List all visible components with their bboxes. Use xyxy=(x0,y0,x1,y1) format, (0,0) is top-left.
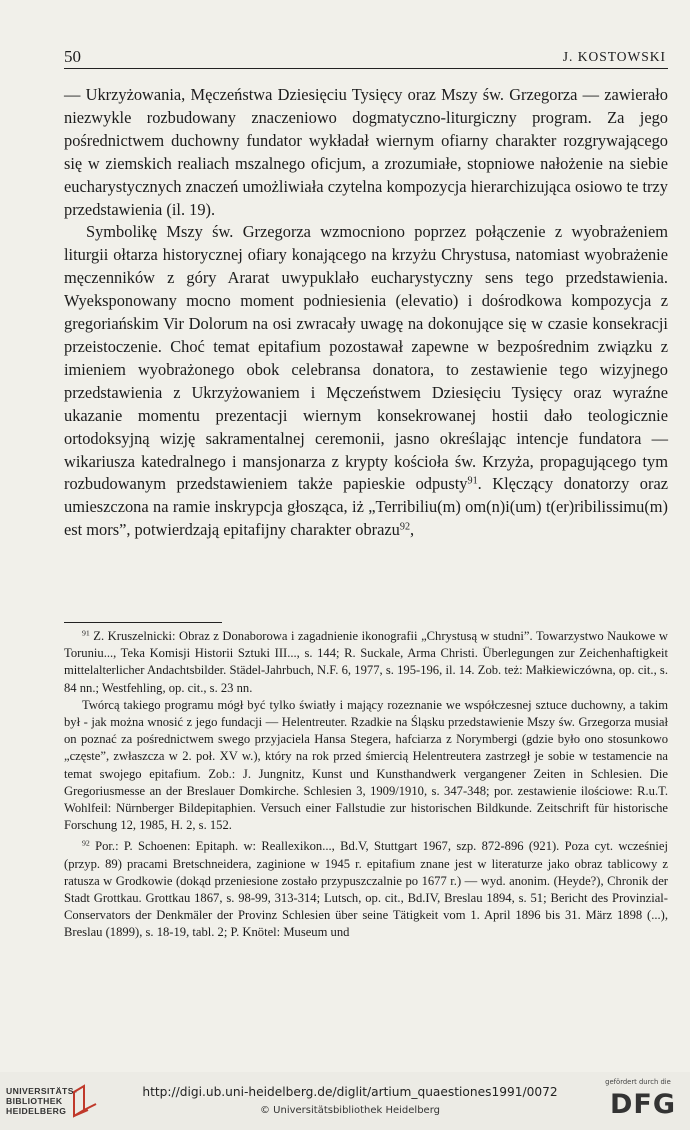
paragraph-2-part-b: . Klęczący donatorzy oraz umieszczona na ramie inskrypcja głosząca, iż „Terribiliu(m) om(n)i(um) t(er)ribilissimu(m) est mors”, potwierdzają epitafijny charakter obrazu xyxy=(64,474,669,540)
footnote-91-text: Z. Kruszelnicki: Obraz z Donaborowa i zagadnienie ikonografii „Chrystusą w studni”. Towarzystwo Naukowe w Toruniu..., Teka Komisji Historii Sztuki III..., s. 144; R. Suckale, Arma Christi. Überlegungen zur Zeichenhaftigkeit mittelalterlicher Andachtsbilder. Städel-Jahrbuch, N.F. 6, 1977, s. 195-196, il. 14. Zob. też: Małkiewiczówna, op. cit., s. 84 nn.; Westfehling, op. cit., s. 23 nn. xyxy=(64,629,668,695)
dfg-logo[interactable] xyxy=(598,1078,678,1126)
dfg-caption: gefördert durch die xyxy=(605,1078,671,1086)
page-number: 50 xyxy=(64,47,81,66)
paragraph-2 xyxy=(64,221,668,542)
footnote-91-continuation: Twórcą takiego programu mógł być tylko światły i mający rozeznanie we współczesnej sztuce duchowny, a takim był - jak można wnosić z jego fundacji — Helentreuter. Rzadkie na Śląsku przedstawienie Mszy św. Grzegorza musiał on poznać za pośrednictwem swego przyjaciela Hansa Stegera, hafciarza z Norymbergi (gdzie było ono stosunkowo „częste”, zwłaszcza w 2. poł. XV w.), który na rok przed śmiercią Helentreutera zastrzegł je sobie w testamencie na temat swojego epitafium. Zob.: J. Jungnitz, Kunst und Kunsthandwerk vergangener Zeiten in Schlesien. Die Gregoriusmesse an der Breslauer Domkirche. Schlesien 3, 1909/1910, s. 347-348; por. zestawienie ilościowe: R.u.T. Wohlfeil: Nürnberger Bildepitaphien. Versuch einer Fallstudie zur historischen Bildkunde. Zeitschrift für historische Forschung 12, 1985, H. 2, s. 152. xyxy=(64,697,668,833)
footnote-ref-92[interactable]: 92 xyxy=(399,521,411,533)
page-header xyxy=(64,44,668,69)
library-emblem-icon xyxy=(70,1084,100,1118)
copyright-notice: © Universitätsbibliothek Heidelberg xyxy=(259,1105,440,1116)
permalink-url[interactable]: http://digi.ub.uni-heidelberg.de/diglit/artium_quaestiones1991/0072 xyxy=(142,1085,558,1099)
running-head: J. KOSTOWSKI xyxy=(562,49,666,64)
footnote-ref-91[interactable]: 91 xyxy=(467,475,478,487)
footnote-92-text: Por.: P. Schoenen: Epitaph. w: Reallexikon..., Bd.V, Stuttgart 1967, szp. 872-896 (921). Poza cyt. wcześniej (przyp. 89) pracami Bretschneidera, zaginione w 1945 r. epitafium znane jest w literaturze jako obraz tablicowy z ratusza w Grodkowie (dokąd przeniesione zostało przypuszczalnie po 1677 r.) — wyd. anonim. (Heyde?), Chronik der Stadt Grottkau. Grottkau 1867, s. 98-99, 313-314; Lutsch, op. cit., Bd.IV, Breslau 1894, s. 51; Bericht des Provinzial-Conservators der Denkmäler der Provinz Schlesien über seine Tätigkeit vom 1. April 1896 bis 31. März 1898 (...), Breslau (1899), s. 18-19, tabl. 2; P. Knötel: Museum und xyxy=(64,839,668,940)
dfg-wordmark: DFG xyxy=(609,1089,676,1120)
university-library-logo[interactable] xyxy=(6,1080,126,1122)
footnote-number-92: 92 xyxy=(82,839,90,849)
university-library-logo-text: UNIVERSITÄTS- BIBLIOTHEK HEIDELBERG xyxy=(6,1086,78,1116)
main-text xyxy=(64,84,668,542)
paragraph-1: — Ukrzyżowania, Męczeństwa Dziesięciu Tysięcy oraz Mszy św. Grzegorza — zawierało niezwykle rozbudowany znaczeniowo dogmatyczno-liturgiczny program. Za jego pośrednictwem duchowny fundator wykładał wiernym ofiarny charakter rozgrywającego się w ziemskich realiach mszalnego oficjum, a zrozumiałe, stopniowe nałożenie na siebie eucharystycznych znaczeń umożliwiała czytelna kompozycja hierarchizująca osiowo te trzy przedstawienia (il. 19). xyxy=(64,85,668,219)
footnote-92 xyxy=(64,838,668,941)
paragraph-2-part-a: Symbolikę Mszy św. Grzegorza wzmocniono poprzez połączenie z wyobrażeniem liturgii ołtarza historycznej ofiary konającego na krzyżu Chrystusa, natomiast wyobrażenie męczenników z góry Ararat uwypuklało eucharystyczny sens tego przedstawienia. Wyeksponowany mocno moment podniesienia (elevatio) i dośrodkowa kompozycja z gregoriańskim Vir Dolorum na osi zwracały uwagę na dokonujące się w czasie konsekracji przeistoczenie. Choć temat epitafium pozostawał zapewne w bezpośrednim związku z imieniem wyobrażonego obok celebransa donatora, to zestawienie tego wizyjnego przedstawienia z Ukrzyżowaniem i Męczeństwem Dziesięciu Tysięcy oraz wyraźne ukazanie momentu prezentacji wiernym konsekrowanej hostii dało teologicznie ortodoksyjną wizję sakramentalnej ceremonii, jasno określając intencje fundatora — wikariusza katedralnego i mansjonarza z krypty kościoła św. Krzyża, propagującego tym rozbudowanym przedstawieniem także papieskie odpusty xyxy=(64,222,668,494)
footnote-divider xyxy=(64,622,222,623)
footnotes xyxy=(64,628,668,942)
footnote-number-91: 91 xyxy=(82,628,90,638)
viewer-footer xyxy=(0,1072,690,1130)
paragraph-2-part-c: , xyxy=(410,520,415,540)
footnote-91 xyxy=(64,628,668,697)
